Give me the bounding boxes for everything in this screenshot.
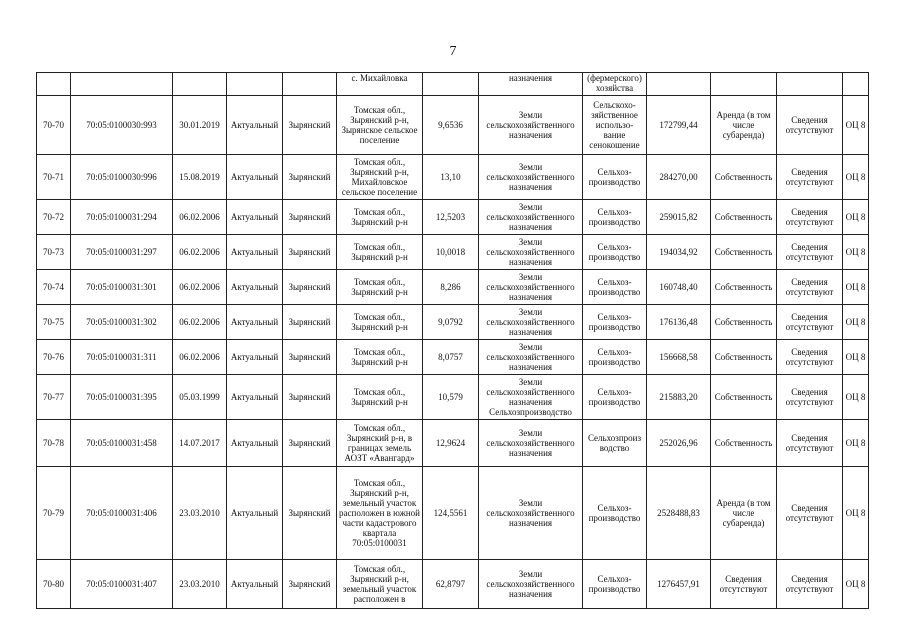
cell-cadastral: 70:05:0100031:406	[71, 467, 173, 560]
cell-area: 12,5203	[423, 200, 479, 235]
cell-cadastral: 70:05:0100031:294	[71, 200, 173, 235]
cell-encumbrance: Сведения отсутствуют	[777, 270, 843, 305]
cell-date: 06.02.2006	[173, 305, 227, 340]
cell-address: с. Михайловка	[337, 73, 423, 96]
cell-land-category: Земли сельскохозяйственного назначения	[479, 340, 583, 375]
cell-num: 70-74	[37, 270, 71, 305]
table-row	[37, 305, 869, 340]
cell-cadastral: 70:05:0100030:993	[71, 96, 173, 155]
cell-num: 70-78	[37, 420, 71, 467]
cell-encumbrance: Сведения отсутствуют	[777, 375, 843, 420]
cell-num: 70-77	[37, 375, 71, 420]
cell-code: ОЦ 8	[843, 467, 869, 560]
cell-area: 10,579	[423, 375, 479, 420]
cell-value: 194034,92	[647, 235, 711, 270]
cell-use: Сельхоз-производство	[583, 270, 647, 305]
cell-district: Зырянский	[283, 560, 337, 609]
table-row	[37, 270, 869, 305]
cell-code: ОЦ 8	[843, 420, 869, 467]
table-row	[37, 235, 869, 270]
cell-use: Сельскохо-зяйственное использо-вание сенокошение	[583, 96, 647, 155]
cell-right: Собственность	[711, 155, 777, 200]
cell-value: 259015,82	[647, 200, 711, 235]
cell-district: Зырянский	[283, 375, 337, 420]
cell-district: Зырянский	[283, 270, 337, 305]
cell-status: Актуальный	[227, 270, 283, 305]
cell-right: Сведения отсутствуют	[711, 560, 777, 609]
cell-cadastral: 70:05:0100030:996	[71, 155, 173, 200]
cell-cadastral: 70:05:0100031:301	[71, 270, 173, 305]
cell-num: 70-71	[37, 155, 71, 200]
cell-address: Томская обл., Зырянский р-н	[337, 235, 423, 270]
cell-date: 30.01.2019	[173, 96, 227, 155]
cell-use: (фермерского) хозяйства	[583, 73, 647, 96]
cell-encumbrance: Сведения отсутствуют	[777, 560, 843, 609]
cell-right: Собственность	[711, 270, 777, 305]
cell-district: Зырянский	[283, 235, 337, 270]
table-row-continuation	[37, 73, 869, 96]
cell-land-category: Земли сельскохозяйственного назначения	[479, 270, 583, 305]
cell-right: Собственность	[711, 235, 777, 270]
cell-land-category: Земли сельскохозяйственного назначения	[479, 420, 583, 467]
cell-land-category: Земли сельскохозяйственного назначения	[479, 155, 583, 200]
cell-code: ОЦ 8	[843, 155, 869, 200]
cell-date: 05.03.1999	[173, 375, 227, 420]
cell-date: 23.03.2010	[173, 467, 227, 560]
cell-address: Томская обл., Зырянский р-н	[337, 340, 423, 375]
cell-code: ОЦ 8	[843, 96, 869, 155]
cell-address: Томская обл., Зырянский р-н	[337, 200, 423, 235]
cell-use: Сельхоз-производство	[583, 560, 647, 609]
cell-use: Сельхоз-производство	[583, 200, 647, 235]
cell-use: Сельхозпроиз водство	[583, 420, 647, 467]
cell-status: Актуальный	[227, 420, 283, 467]
cell-cadastral: 70:05:0100031:297	[71, 235, 173, 270]
table-row	[37, 467, 869, 560]
cell-value: 2528488,83	[647, 467, 711, 560]
cell-address: Томская обл., Зырянский р-н	[337, 305, 423, 340]
cell-land-category: Земли сельскохозяйственного назначения Сельхозпроизводство	[479, 375, 583, 420]
cell-area: 8,0757	[423, 340, 479, 375]
cell-num: 70-73	[37, 235, 71, 270]
cell-district: Зырянский	[283, 305, 337, 340]
cell-address: Томская обл., Зырянский р-н, в границах земель АОЗТ «Авангард»	[337, 420, 423, 467]
cell-num: 70-76	[37, 340, 71, 375]
cell-status: Актуальный	[227, 467, 283, 560]
cell-right: Собственность	[711, 200, 777, 235]
cell-encumbrance: Сведения отсутствуют	[777, 340, 843, 375]
cell-cadastral: 70:05:0100031:395	[71, 375, 173, 420]
cell-right: Аренда (в том числе субаренда)	[711, 467, 777, 560]
table-row	[37, 200, 869, 235]
cell-address: Томская обл., Зырянский р-н, земельный участок расположен в южной части кадастрового квартала 70:05:0100031	[337, 467, 423, 560]
cell-encumbrance: Сведения отсутствуют	[777, 420, 843, 467]
cell-area: 124,5561	[423, 467, 479, 560]
cell-encumbrance: Сведения отсутствуют	[777, 155, 843, 200]
cell-land-category: Земли сельскохозяйственного назначения	[479, 200, 583, 235]
cell-land-category: Земли сельскохозяйственного назначения	[479, 467, 583, 560]
cell-code: ОЦ 8	[843, 340, 869, 375]
cell-district: Зырянский	[283, 200, 337, 235]
cell-code: ОЦ 8	[843, 305, 869, 340]
table-row	[37, 560, 869, 609]
cell-date: 06.02.2006	[173, 340, 227, 375]
cell-encumbrance: Сведения отсутствуют	[777, 200, 843, 235]
cell-address: Томская обл., Зырянский р-н, Михайловское сельское поселение	[337, 155, 423, 200]
cell-code: ОЦ 8	[843, 270, 869, 305]
cell-district: Зырянский	[283, 340, 337, 375]
cell-value: 176136,48	[647, 305, 711, 340]
cell-area: 9,0792	[423, 305, 479, 340]
cell-num: 70-72	[37, 200, 71, 235]
cell-cadastral: 70:05:0100031:302	[71, 305, 173, 340]
cell-date: 23.03.2010	[173, 560, 227, 609]
cell-area: 12,9624	[423, 420, 479, 467]
cell-use: Сельхоз-производство	[583, 155, 647, 200]
cell-status: Актуальный	[227, 340, 283, 375]
table-row	[37, 420, 869, 467]
cell-code: ОЦ 8	[843, 375, 869, 420]
cell-date: 14.07.2017	[173, 420, 227, 467]
cell-land-category: Земли сельскохозяйственного назначения	[479, 96, 583, 155]
cell-code: ОЦ 8	[843, 560, 869, 609]
cell-address: Томская обл., Зырянский р-н	[337, 270, 423, 305]
cell-cadastral: 70:05:0100031:311	[71, 340, 173, 375]
table-row	[37, 155, 869, 200]
cell-date: 06.02.2006	[173, 270, 227, 305]
cell-status: Актуальный	[227, 235, 283, 270]
cell-cadastral: 70:05:0100031:407	[71, 560, 173, 609]
cell-code: ОЦ 8	[843, 235, 869, 270]
table-row	[37, 96, 869, 155]
cell-right: Собственность	[711, 420, 777, 467]
cell-value: 160748,40	[647, 270, 711, 305]
cell-area: 10,0018	[423, 235, 479, 270]
cell-use: Сельхоз-производство	[583, 305, 647, 340]
cell-land-category: Земли сельскохозяйственного назначения	[479, 560, 583, 609]
cell-value: 1276457,91	[647, 560, 711, 609]
cell-num: 70-70	[37, 96, 71, 155]
cell-code: ОЦ 8	[843, 200, 869, 235]
cell-num: 70-75	[37, 305, 71, 340]
cell-value: 252026,96	[647, 420, 711, 467]
cell-encumbrance: Сведения отсутствуют	[777, 305, 843, 340]
cell-address: Томская обл., Зырянский р-н	[337, 375, 423, 420]
cell-use: Сельхоз-производство	[583, 467, 647, 560]
cell-land-category: назначения	[479, 73, 583, 96]
cell-use: Сельхоз-производство	[583, 235, 647, 270]
cell-address: Томская обл., Зырянский р-н, земельный участок расположен в	[337, 560, 423, 609]
cell-value: 172799,44	[647, 96, 711, 155]
cell-status: Актуальный	[227, 305, 283, 340]
land-registry-table	[36, 72, 869, 609]
cell-right: Собственность	[711, 340, 777, 375]
cell-value: 284270,00	[647, 155, 711, 200]
cell-district: Зырянский	[283, 420, 337, 467]
cell-status: Актуальный	[227, 200, 283, 235]
cell-district: Зырянский	[283, 155, 337, 200]
cell-value: 156668,58	[647, 340, 711, 375]
cell-encumbrance: Сведения отсутствуют	[777, 235, 843, 270]
cell-area: 8,286	[423, 270, 479, 305]
cell-district: Зырянский	[283, 467, 337, 560]
cell-area: 62,8797	[423, 560, 479, 609]
cell-right: Аренда (в том числе субаренда)	[711, 96, 777, 155]
cell-encumbrance: Сведения отсутствуют	[777, 96, 843, 155]
cell-num: 70-80	[37, 560, 71, 609]
table-row	[37, 375, 869, 420]
cell-land-category: Земли сельскохозяйственного назначения	[479, 235, 583, 270]
page-number: 7	[449, 44, 457, 59]
cell-num: 70-79	[37, 467, 71, 560]
cell-district: Зырянский	[283, 96, 337, 155]
cell-use: Сельхоз-производство	[583, 375, 647, 420]
table-row	[37, 340, 869, 375]
cell-date: 06.02.2006	[173, 200, 227, 235]
cell-use: Сельхоз-производство	[583, 340, 647, 375]
cell-area: 13,10	[423, 155, 479, 200]
cell-cadastral: 70:05:0100031:458	[71, 420, 173, 467]
cell-status: Актуальный	[227, 375, 283, 420]
cell-encumbrance: Сведения отсутствуют	[777, 467, 843, 560]
cell-right: Собственность	[711, 375, 777, 420]
cell-area: 9,6536	[423, 96, 479, 155]
cell-land-category: Земли сельскохозяйственного назначения	[479, 305, 583, 340]
cell-right: Собственность	[711, 305, 777, 340]
cell-status: Актуальный	[227, 96, 283, 155]
cell-status: Актуальный	[227, 155, 283, 200]
cell-status: Актуальный	[227, 560, 283, 609]
cell-date: 06.02.2006	[173, 235, 227, 270]
cell-date: 15.08.2019	[173, 155, 227, 200]
cell-value: 215883,20	[647, 375, 711, 420]
cell-address: Томская обл., Зырянский р-н, Зырянское сельское поселение	[337, 96, 423, 155]
